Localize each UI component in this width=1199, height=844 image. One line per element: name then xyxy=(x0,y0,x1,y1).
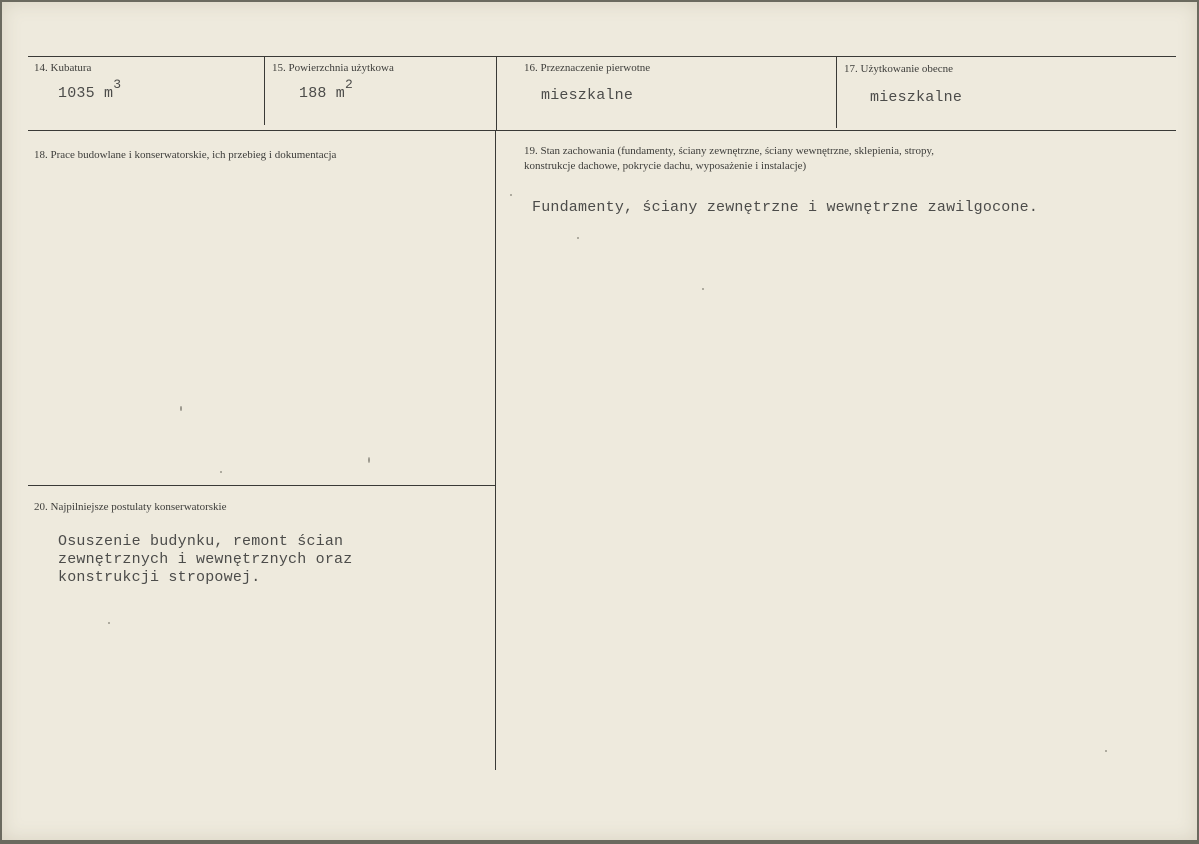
paper-speck xyxy=(702,288,704,290)
field-17-label: 17. Użytkowanie obecne xyxy=(844,63,954,75)
field-19-value: Fundamenty, ściany zewnętrzne i wewnętrzne zawilgocone. xyxy=(532,199,1039,216)
field-15-unit-power: 2 xyxy=(345,77,354,92)
field-15-label: 15. Powierzchnia użytkowa xyxy=(272,62,394,74)
paper-speck xyxy=(577,237,579,239)
field-18-label: 18. Prace budowlane i konserwatorskie, ich przebieg i dokumentacja xyxy=(34,149,337,161)
divider-main-column xyxy=(495,130,496,770)
record-card xyxy=(2,2,1197,840)
divider-14-15 xyxy=(264,56,265,125)
field-20-line-2: zewnętrznych i wewnętrznych oraz xyxy=(58,551,353,568)
field-14-label: 14. Kubatura xyxy=(34,62,92,74)
field-19-label-line-2: konstrukcje dachowe, pokrycie dachu, wyposażenie i instalacje) xyxy=(524,160,807,172)
field-14-unit-power: 3 xyxy=(113,77,122,92)
field-14-value-text: 1035 m xyxy=(58,85,114,102)
field-20-line-1: Osuszenie budynku, remont ścian xyxy=(58,533,344,550)
paper-speck xyxy=(220,471,222,473)
top-row-rule xyxy=(28,56,1176,57)
field-14-value xyxy=(58,77,122,103)
mid-row-rule xyxy=(28,130,1176,131)
field-16-value: mieszkalne xyxy=(541,87,634,104)
section-20-rule xyxy=(28,485,496,486)
field-16-label: 16. Przeznaczenie pierwotne xyxy=(524,62,651,74)
field-17-value: mieszkalne xyxy=(870,89,963,106)
divider-16-17 xyxy=(836,56,837,128)
field-20-label: 20. Najpilniejsze postulaty konserwatorskie xyxy=(34,501,227,513)
field-15-value-text: 188 m xyxy=(299,85,346,102)
paper-speck xyxy=(368,457,370,463)
paper-speck xyxy=(1105,750,1107,752)
field-19-label-line-1: 19. Stan zachowania (fundamenty, ściany zewnętrzne, ściany wewnętrzne, sklepienia, stropy, xyxy=(524,145,935,157)
paper-speck xyxy=(510,194,512,196)
divider-15-16 xyxy=(496,56,497,130)
paper-speck xyxy=(108,622,110,624)
field-15-value xyxy=(299,77,354,103)
field-20-line-3: konstrukcji stropowej. xyxy=(58,569,261,586)
paper-speck xyxy=(180,406,182,411)
